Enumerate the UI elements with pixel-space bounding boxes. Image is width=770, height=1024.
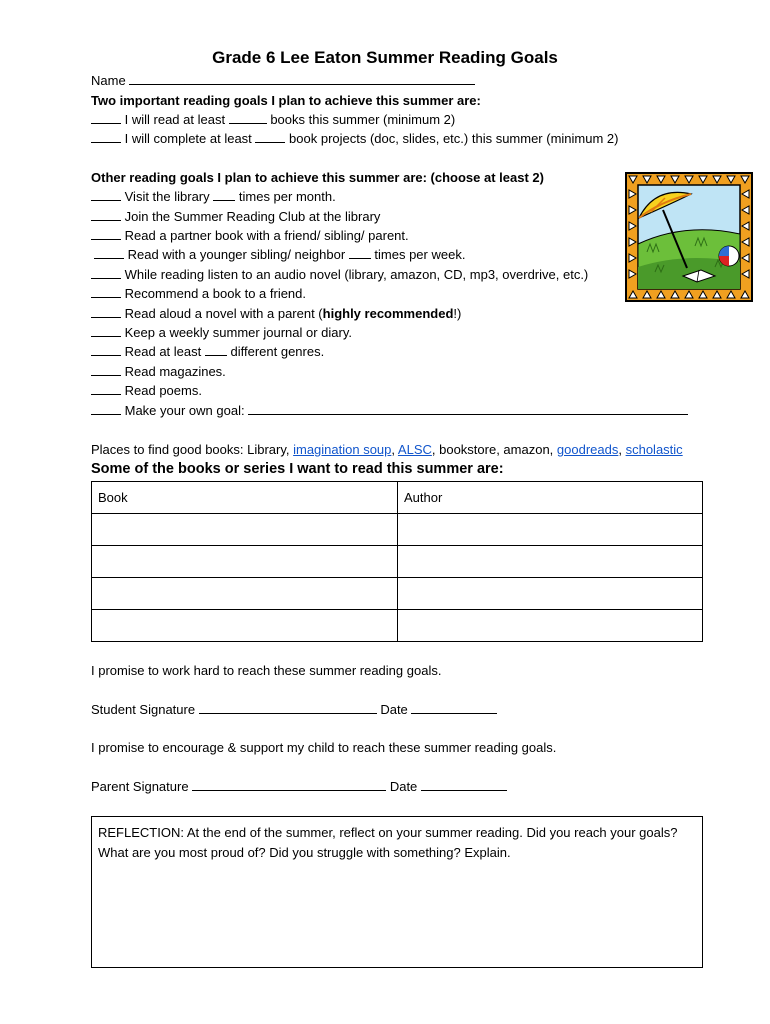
goal-journal [91, 324, 352, 341]
goal-text: times per week. [374, 247, 466, 262]
name-field[interactable] [129, 72, 475, 85]
parent-promise: I promise to encourage & support my child to reach these summer reading goals. [91, 740, 557, 755]
goal-text: Read poems. [124, 383, 202, 398]
important-goal-2 [91, 130, 618, 147]
name-label: Name [91, 73, 126, 88]
link-alsc[interactable]: ALSC [397, 442, 432, 457]
date-label: Date [389, 779, 418, 794]
goal-text: Read magazines. [124, 364, 226, 379]
parent-date-field[interactable] [421, 778, 507, 791]
parent-signature-row [91, 778, 507, 795]
summer-reading-clipart [625, 172, 753, 302]
author-cell[interactable] [398, 546, 703, 578]
places-text: Places to find good books: Library, [91, 442, 294, 457]
books-table [91, 481, 703, 642]
own-goal-field[interactable] [248, 402, 688, 415]
places-line [91, 441, 683, 458]
author-cell[interactable] [398, 514, 703, 546]
goal-text: I will read at least [124, 112, 226, 127]
goal-genres [91, 343, 324, 360]
goal-text: Recommend a book to a friend. [124, 286, 307, 301]
table-row [92, 578, 703, 610]
goal-check-blank[interactable] [91, 111, 121, 124]
places-text: , [391, 442, 398, 457]
goal-text: Read with a younger sibling/ neighbor [127, 247, 346, 262]
goal-check-blank[interactable] [91, 266, 121, 279]
goal-recommend [91, 285, 306, 302]
goal-poems [91, 382, 202, 399]
goal-magazines [91, 363, 226, 380]
goal-check-blank[interactable] [91, 402, 121, 415]
projects-count-blank[interactable] [255, 130, 285, 143]
goal-text: times per month. [238, 189, 336, 204]
student-promise: I promise to work hard to reach these summer reading goals. [91, 663, 442, 678]
table-row [92, 546, 703, 578]
parent-signature-label: Parent Signature [91, 779, 189, 794]
goal-text: !) [453, 306, 462, 321]
goal-check-blank[interactable] [91, 188, 121, 201]
goal-check-blank[interactable] [91, 227, 121, 240]
goal-visit-library [91, 188, 336, 205]
student-signature-label: Student Signature [91, 702, 196, 717]
table-row [92, 610, 703, 642]
book-cell[interactable] [92, 610, 398, 642]
goal-check-blank[interactable] [94, 246, 124, 259]
student-signature-row [91, 701, 497, 718]
link-scholastic[interactable]: scholastic [625, 442, 683, 457]
page-title: Grade 6 Lee Eaton Summer Reading Goals [212, 48, 558, 67]
times-blank[interactable] [349, 246, 371, 259]
places-text: , bookstore, amazon, [431, 442, 557, 457]
goal-reading-club [91, 208, 380, 225]
book-column-header: Book [92, 482, 398, 514]
goal-text: Read a partner book with a friend/ sibling/ parent. [124, 228, 409, 243]
goal-text: Read aloud a novel with a parent ( [124, 306, 323, 321]
parent-signature-field[interactable] [192, 778, 386, 791]
goal-partner-book [91, 227, 409, 244]
date-label: Date [380, 702, 408, 717]
goal-younger-sibling [91, 246, 465, 263]
author-cell[interactable] [398, 610, 703, 642]
goal-check-blank[interactable] [91, 324, 121, 337]
important-goal-1 [91, 111, 455, 128]
goal-text: While reading listen to an audio novel (library, amazon, CD, mp3, overdrive, etc.) [124, 267, 589, 282]
goal-check-blank[interactable] [91, 305, 121, 318]
goal-check-blank[interactable] [91, 343, 121, 356]
author-column-header: Author [398, 482, 703, 514]
important-goals-heading: Two important reading goals I plan to achieve this summer are: [91, 93, 481, 108]
goal-read-aloud [91, 305, 461, 322]
goal-check-blank[interactable] [91, 363, 121, 376]
student-date-field[interactable] [411, 701, 497, 714]
book-cell[interactable] [92, 546, 398, 578]
books-count-blank[interactable] [229, 111, 267, 124]
goal-text: Make your own goal: [124, 403, 245, 418]
goal-text: I will complete at least [124, 131, 252, 146]
goal-check-blank[interactable] [91, 382, 121, 395]
goal-text: Read at least [124, 344, 202, 359]
name-row [91, 72, 475, 89]
books-heading: Some of the books or series I want to read this summer are: [91, 461, 504, 477]
other-goals-heading: Other reading goals I plan to achieve this summer are: (choose at least 2) [91, 170, 544, 185]
places-text: , [618, 442, 626, 457]
goal-text: different genres. [230, 344, 325, 359]
goal-check-blank[interactable] [91, 285, 121, 298]
link-imagination-soup[interactable]: imagination soup [293, 442, 392, 457]
goal-audio-novel [91, 266, 588, 283]
table-header-row [92, 482, 703, 514]
goal-check-blank[interactable] [91, 130, 121, 143]
goal-own [91, 402, 688, 419]
goal-text: book projects (doc, slides, etc.) this summer (minimum 2) [289, 131, 619, 146]
reflection-prompt: REFLECTION: At the end of the summer, reflect on your summer reading. Did you reach your goals? What are you most proud of? Did you struggle with something? Explain. [98, 825, 678, 860]
goal-check-blank[interactable] [91, 208, 121, 221]
goal-text: Keep a weekly summer journal or diary. [124, 325, 352, 340]
highlight-text: highly recommended [322, 306, 454, 321]
table-row [92, 514, 703, 546]
link-goodreads[interactable]: goodreads [556, 442, 619, 457]
visits-blank[interactable] [213, 188, 235, 201]
reflection-box[interactable] [91, 816, 703, 968]
goal-text: books this summer (minimum 2) [270, 112, 456, 127]
book-cell[interactable] [92, 514, 398, 546]
book-cell[interactable] [92, 578, 398, 610]
student-signature-field[interactable] [199, 701, 377, 714]
goal-text: Visit the library [124, 189, 210, 204]
author-cell[interactable] [398, 578, 703, 610]
genres-blank[interactable] [205, 343, 227, 356]
goal-text: Join the Summer Reading Club at the library [124, 209, 381, 224]
